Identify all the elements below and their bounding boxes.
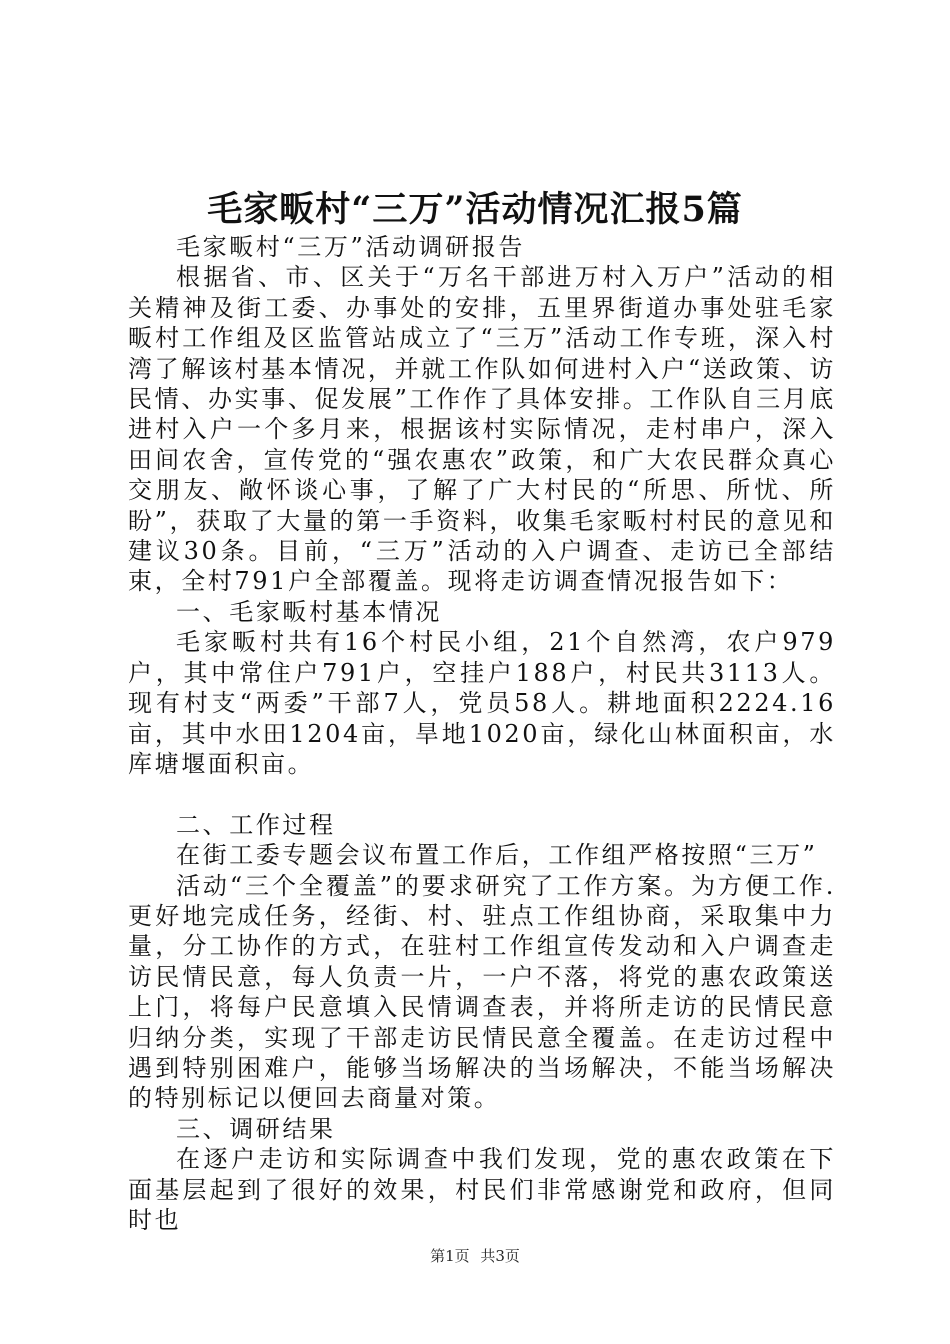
document-title: 毛家畈村“三万”活动情况汇报5篇 (207, 189, 743, 230)
paragraph-work-process-1: 在街工委专题会议布置工作后，工作组严格按照“三万” (176, 841, 818, 870)
page-total: 共3页 (480, 1247, 520, 1265)
document-body (128, 232, 836, 1235)
section-heading-results: 三、调研结果 (176, 1114, 336, 1143)
paragraph-basic-info: 毛家畈村共有16个村民小组，21个自然湾，农户979户，其中常住户791户，空挂户188户，村民共3113人。现有村支“两委”干部7人，党员58人。耕地面积2224.16亩，其中水田1204亩，旱地1020亩，绿化山林面积亩，水库塘堰面积亩。 (128, 628, 836, 778)
section-heading-basic-info: 一、毛家畈村基本情况 (176, 597, 442, 626)
report-subtitle: 毛家畈村“三万”活动调研报告 (176, 233, 525, 261)
page-footer (0, 1245, 950, 1267)
section-heading-work-process: 二、工作过程 (176, 810, 336, 839)
paragraph-work-process-2: 活动“三个全覆盖”的要求研究了工作方案。为方便工作.更好地完成任务，经街、村、驻点工作组协商，采取集中力量，分工协作的方式，在驻村工作组宣传发动和入户调查走访民情民意，每人负责一片，一户不落，将党的惠农政策送上门，将每户民意填入民情调查表，并将所走访的民情民意归纳分类，实现了干部走访民情民意全覆盖。在走访过程中遇到特别困难户，能够当场解决的当场解决，不能当场解决的特别标记以便回去商量对策。 (128, 871, 836, 1113)
paragraph-intro: 根据省、市、区关于“万名干部进万村入万户”活动的相关精神及街工委、办事处的安排，五里界街道办事处驻毛家畈村工作组及区监管站成立了“三万”活动工作专班，深入村湾了解该村基本情况，并就工作队如何进村入户“送政策、访民情、办实事、促发展”工作作了具体安排。工作队自三月底进村入户一个多月来，根据该村实际情况，走村串户，深入田间农舍，宣传党的“强农惠农”政策，和广大农民群众真心交朋友、敞怀谈心事，了解了广大村民的“所思、所忧、所盼”，获取了大量的第一手资料，收集毛家畈村村民的意见和建议30条。目前，“三万”活动的入户调查、走访已全部结束，全村791户全部覆盖。现将走访调查情况报告如下： (128, 263, 836, 596)
paragraph-results: 在逐户走访和实际调查中我们发现，党的惠农政策在下面基层起到了很好的效果，村民们非常感谢党和政府，但同时也 (128, 1145, 836, 1234)
page-number: 第1页 (430, 1247, 470, 1265)
